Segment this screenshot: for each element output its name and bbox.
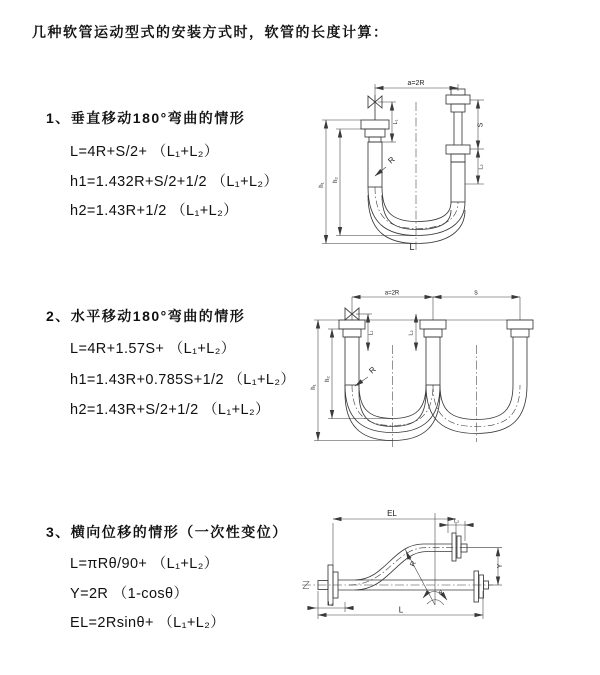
dim-label-s: s (474, 289, 478, 297)
section-1-formula-L: L=4R+S/2+ （L₁+L₂） (70, 144, 219, 160)
radius-label: R (409, 560, 418, 568)
radius-label: R (386, 154, 397, 166)
dim-label-h2: h₂ (333, 177, 339, 183)
radius-leader (355, 377, 368, 386)
section-2-formula-h2: h2=1.43R+S/2+1/2 （L₁+L₂） (70, 402, 270, 418)
left-flange (339, 320, 365, 337)
dim-label-l2: L₂ (478, 164, 485, 170)
section-1-heading: 1、垂直移动180°弯曲的情形 (46, 110, 246, 126)
braided-hose-section (426, 337, 440, 385)
section-2-formula-L: L=4R+1.57S+ （L₁+L₂） (70, 341, 236, 357)
dim-label-l2: L₂ (453, 518, 460, 525)
diagram-lateral-displacement (297, 503, 517, 648)
dim-label-h1: h₁ (319, 182, 325, 188)
diagram-vertical-180-bend (312, 72, 590, 257)
dim-label-h2: h₂ (325, 376, 331, 382)
angle-label: θ (439, 591, 443, 597)
dim-label-s: S (477, 122, 485, 128)
section-3-heading: 3、横向位移的情形（一次性变位） (46, 524, 288, 540)
section-1-formula-h2: h2=1.43R+1/2 （L₁+L₂） (70, 203, 239, 219)
dim-label-l: L (398, 605, 404, 615)
braided-hose-section (368, 142, 382, 187)
dim-label-a2r: a=2R (407, 80, 425, 87)
page-title: 几种软管运动型式的安装方式时，软管的长度计算： (32, 24, 389, 40)
section-1-formula-h1: h1=1.432R+S/2+1/2 （L₁+L₂） (70, 174, 279, 190)
hose-s-curve (349, 544, 469, 590)
angle-arc (427, 600, 444, 605)
section-2-heading: 2、水平移动180°弯曲的情形 (46, 308, 246, 324)
right-flange-upper (446, 89, 470, 112)
length-label: L (409, 242, 415, 252)
right-flange-lower (446, 145, 470, 162)
section-3-formula-L: L=πRθ/90+ （L₁+L₂） (70, 556, 219, 572)
diagram-horizontal-180-bend (308, 287, 593, 457)
dim-label-h1: h₁ (311, 384, 317, 390)
radius-line (405, 549, 435, 605)
dim-label-l1: L₁ (393, 119, 399, 125)
dim-label-y: Y (497, 563, 504, 569)
radius-label: R (367, 364, 378, 376)
dim-label-l1: L₁ (328, 601, 333, 608)
middle-flange (420, 320, 446, 337)
section-3-formula-Y: Y=2R （1-cosθ） (70, 586, 189, 602)
right-flange (474, 571, 489, 602)
dim-label-l2: L₂ (408, 330, 415, 336)
dim-label-el: EL (387, 509, 397, 518)
radius-leader (375, 167, 386, 176)
section-2-formula-h1: h1=1.43R+0.785S+1/2 （L₁+L₂） (70, 372, 296, 388)
braided-hose-section (345, 337, 359, 385)
dim-label-a2r: a=2R (384, 290, 400, 297)
right-flange (507, 320, 533, 337)
dim-label-l1: L₁ (368, 330, 375, 336)
section-3-formula-EL: EL=2Rsinθ+ （L₁+L₂） (70, 615, 226, 631)
hose-u-curves (368, 187, 465, 244)
braided-hose-section (451, 162, 465, 202)
left-flange (361, 120, 389, 142)
